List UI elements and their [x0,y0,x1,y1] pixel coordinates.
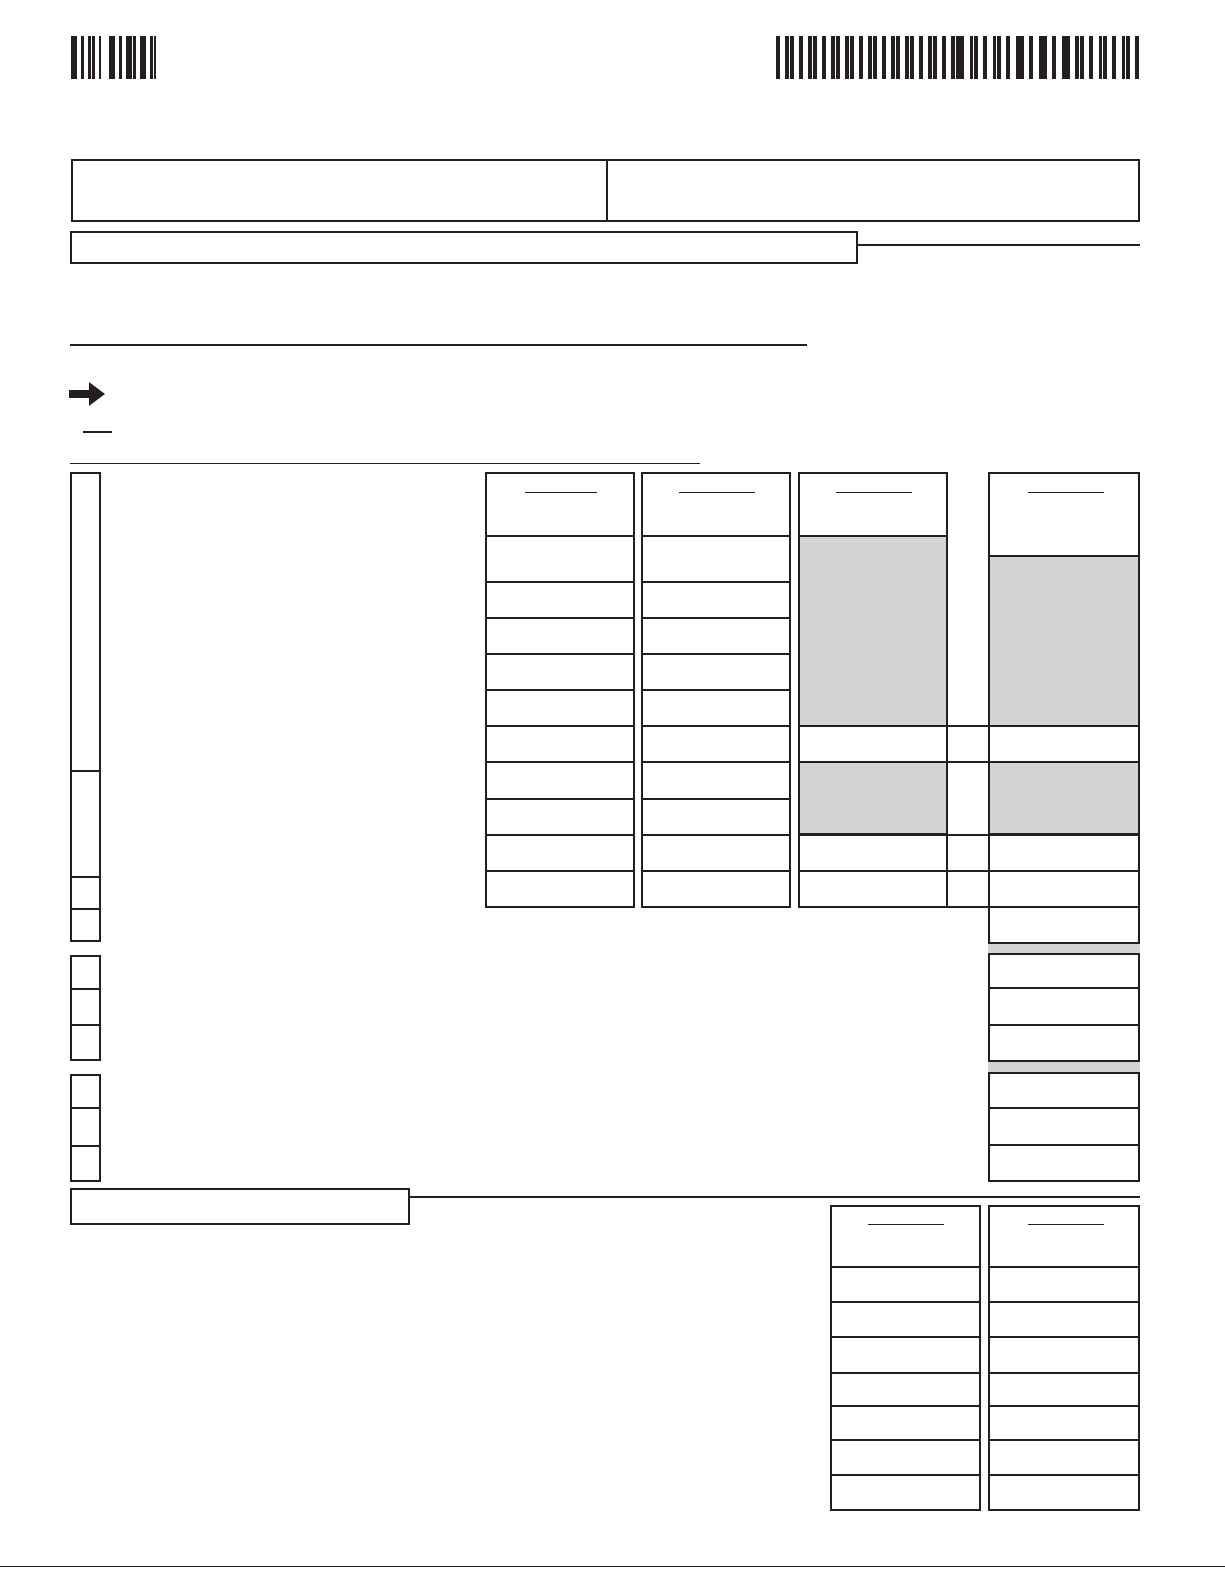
col-b-line-8[interactable] [641,798,791,836]
line-number-box-7 [70,1024,101,1061]
barcode-bar [1006,36,1010,79]
barcode-bar [799,36,803,79]
barcode-bar [873,36,877,79]
col-c-line-9[interactable] [798,834,948,872]
barcode-bar [119,36,122,79]
connector-line-10-bottom [946,906,990,908]
col-a-line-1[interactable] [485,535,635,583]
col-e-line-1[interactable] [830,1266,981,1303]
barcode-bar [1089,36,1093,79]
connector-line-9-top [946,834,990,836]
barcode-bar [1052,36,1056,79]
barcode-bar [1075,36,1079,79]
barcode-bar [919,36,923,79]
barcode-bar [845,36,849,79]
barcode-bar [1099,36,1103,79]
barcode-bar [942,36,946,79]
barcode-bar [1135,36,1139,79]
barcode-bar [1122,36,1126,79]
column-d-header [988,472,1140,557]
col-d-line-16[interactable] [988,1107,1140,1146]
barcode-bar [1062,36,1066,79]
barcode-bar [808,36,812,79]
column-a-header [485,472,635,537]
column-c-shade-frame-2 [798,760,948,835]
line-number-box-10 [70,1145,101,1182]
barcode-bar [905,36,909,79]
section-b-title-box [70,1188,410,1225]
barcode-bar [790,36,794,79]
col-e-line-4[interactable] [830,1372,981,1407]
barcode-bar [822,36,826,79]
barcode-bar [74,36,77,79]
barcode-bar [1103,36,1107,79]
barcode-bar [776,36,780,79]
col-e-line-3[interactable] [830,1336,981,1374]
barcode-bar [928,36,932,79]
col-c-line-6[interactable] [798,725,948,763]
page-bottom-rule [0,1566,1225,1567]
barcode-bar [983,36,987,79]
col-a-line-7[interactable] [485,761,635,800]
barcode-bar [1080,36,1084,79]
barcode-bar [92,36,95,79]
barcode-bar [933,36,937,79]
col-d-line-10[interactable] [988,870,1140,908]
connector-line-6-bottom [946,761,990,763]
line-number-box-4 [70,908,101,942]
barcode-bar [785,36,789,79]
header-right-box[interactable] [606,159,1140,222]
col-d-line-13[interactable] [988,987,1140,1026]
barcode-bar [836,36,840,79]
col-d-line-6[interactable] [988,725,1140,763]
col-a-line-3[interactable] [485,617,635,655]
col-b-line-5[interactable] [641,689,791,727]
barcode-bar [813,36,817,79]
col-e-line-6[interactable] [830,1439,981,1476]
barcode-bar [891,36,895,79]
instruction-rule [70,463,700,464]
col-b-line-10[interactable] [641,870,791,908]
line-number-box-8 [70,1074,101,1109]
col-e-line-2[interactable] [830,1301,981,1338]
col-f-line-6[interactable] [988,1439,1140,1476]
line-number-box-5 [70,955,101,990]
section-b-col-e-header [830,1205,981,1268]
barcode-bar [81,36,84,79]
col-d-line-11[interactable] [988,906,1140,944]
barcode-bar [133,36,136,79]
col-a-line-5[interactable] [485,689,635,727]
barcode-bar [951,36,955,79]
column-c-shade-frame-1 [798,535,948,727]
col-d-line-9[interactable] [988,834,1140,872]
barcode-bar [1016,36,1020,79]
barcode-bar [1039,36,1043,79]
col-a-line-9[interactable] [485,834,635,872]
col-f-line-5[interactable] [988,1405,1140,1441]
connector-line-9-bottom [946,870,990,872]
line-number-box-1 [70,472,101,772]
col-b-line-9[interactable] [641,834,791,872]
col-a-line-2[interactable] [485,581,635,619]
barcode-bar [1043,36,1047,79]
section-b-col-f-header [988,1205,1140,1268]
col-f-line-4[interactable] [988,1372,1140,1407]
barcode-bar [956,36,960,79]
barcode-bar [850,36,854,79]
barcode-bar [910,36,914,79]
col-b-line-6[interactable] [641,725,791,763]
barcode-bar [960,36,964,79]
col-f-line-3[interactable] [988,1336,1140,1374]
connector-line-6-top [946,725,990,727]
col-f-line-1[interactable] [988,1266,1140,1303]
barcode-bar [1029,36,1033,79]
col-b-line-2[interactable] [641,581,791,619]
section-b-rule [410,1196,1140,1198]
barcode-bar [1126,36,1130,79]
line-number-box-2 [70,770,101,878]
barcode-bar [970,36,974,79]
section-a-title-box [70,231,858,264]
col-b-line-1[interactable] [641,535,791,583]
col-a-line-6[interactable] [485,725,635,763]
col-b-line-3[interactable] [641,617,791,655]
barcode-bar [112,36,115,79]
barcode-bar [143,36,146,79]
barcode-bar [997,36,1001,79]
barcode-right [776,36,1140,79]
line-number-box-9 [70,1107,101,1147]
barcode-bar [882,36,886,79]
barcode-bar [993,36,997,79]
separator-line [70,344,807,346]
barcode-bar [859,36,863,79]
line-number-box-6 [70,988,101,1026]
section-a-rule [858,244,1140,246]
header-left-box[interactable] [71,159,608,222]
col-f-line-7[interactable] [988,1474,1140,1511]
col-a-line-10[interactable] [485,870,635,908]
line-number-box-3 [70,876,101,910]
col-c-line-10[interactable] [798,870,948,908]
col-a-line-8[interactable] [485,798,635,836]
right-arrow-icon [69,382,107,406]
barcode-bar [831,36,835,79]
short-rule [83,431,112,433]
col-b-line-4[interactable] [641,653,791,691]
col-e-line-7[interactable] [830,1474,981,1511]
column-b-header [641,472,791,537]
barcode-left [71,36,157,79]
col-e-line-5[interactable] [830,1405,981,1441]
col-a-line-4[interactable] [485,653,635,691]
barcode-bar [154,36,157,79]
barcode-bar [896,36,900,79]
column-d-shade-frame-1 [988,555,1140,727]
col-d-line-17[interactable] [988,1144,1140,1182]
col-d-line-14[interactable] [988,1024,1140,1062]
col-f-line-2[interactable] [988,1301,1140,1338]
barcode-bar [1020,36,1024,79]
col-d-line-15[interactable] [988,1072,1140,1109]
col-d-line-12[interactable] [988,953,1140,989]
barcode-bar [1112,36,1116,79]
barcode-bar [99,36,102,79]
barcode-bar [868,36,872,79]
column-d-shade-frame-2 [988,760,1140,835]
barcode-bar [974,36,978,79]
barcode-bar [1066,36,1070,79]
col-b-line-7[interactable] [641,761,791,800]
column-c-header [798,472,948,537]
